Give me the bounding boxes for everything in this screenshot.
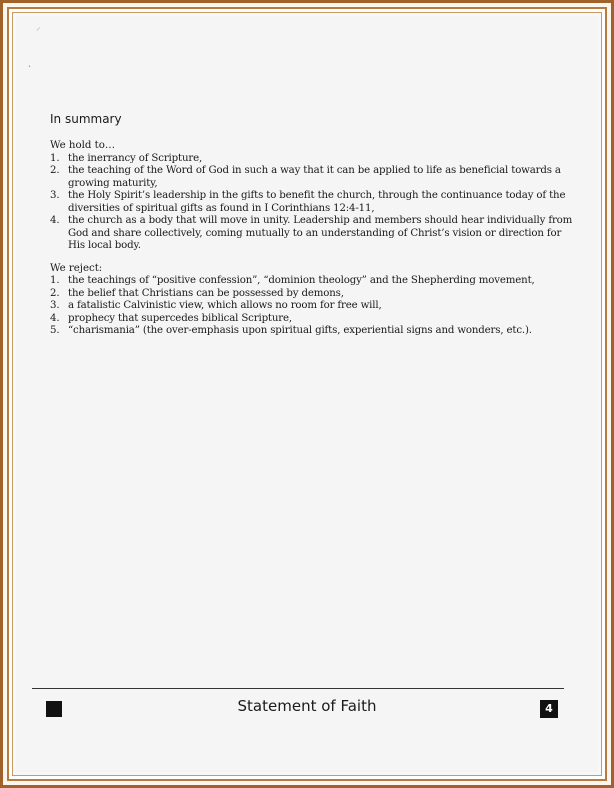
reject-list bbox=[50, 275, 580, 338]
hold-list bbox=[50, 153, 580, 253]
list-item: 3. the Holy Spirit’s leadership in the gifts to benefit the church, through the continuance today of the diversities of spiritual gifts as found in I Corinthians 12:4-11, bbox=[50, 190, 566, 214]
section-heading: In summary bbox=[50, 112, 122, 126]
footer-divider bbox=[32, 688, 564, 689]
list-item: 1. the inerrancy of Scripture, bbox=[50, 152, 203, 164]
scan-speck: ⸝ bbox=[36, 23, 41, 33]
list-item: 1. the teachings of “positive confession”, “dominion theology” and the Shepherding movement, bbox=[50, 275, 535, 286]
list-item: 2. the teaching of the Word of God in such a way that it can be applied to life as beneficial towards a growing maturity, bbox=[50, 165, 561, 189]
list-item: 2. the belief that Christians can be possessed by demons, bbox=[50, 287, 344, 299]
page-number: 4 bbox=[540, 700, 558, 718]
scan-speck: • bbox=[28, 64, 31, 70]
list-item: 3. a fatalistic Calvinistic view, which allows no room for free will, bbox=[50, 300, 382, 311]
footer-marker-block bbox=[46, 701, 62, 717]
document-page bbox=[16, 16, 598, 772]
summary-section bbox=[50, 112, 580, 338]
reject-intro: We reject: bbox=[50, 262, 103, 274]
section-gap bbox=[50, 253, 580, 263]
list-item: 5. “charismania” (the over-emphasis upon spiritual gifts, experiential signs and wonders, etc.). bbox=[50, 325, 532, 336]
hold-intro: We hold to… bbox=[50, 140, 116, 151]
list-item: 4. the church as a body that will move in unity. Leadership and members should hear individually from God and share collectively, coming mutually to an understanding of Christ’s vision or direction for His local body. bbox=[50, 215, 573, 251]
footer-title: Statement of Faith bbox=[237, 697, 377, 715]
list-item: 4. prophecy that supercedes biblical Scripture, bbox=[50, 312, 292, 324]
